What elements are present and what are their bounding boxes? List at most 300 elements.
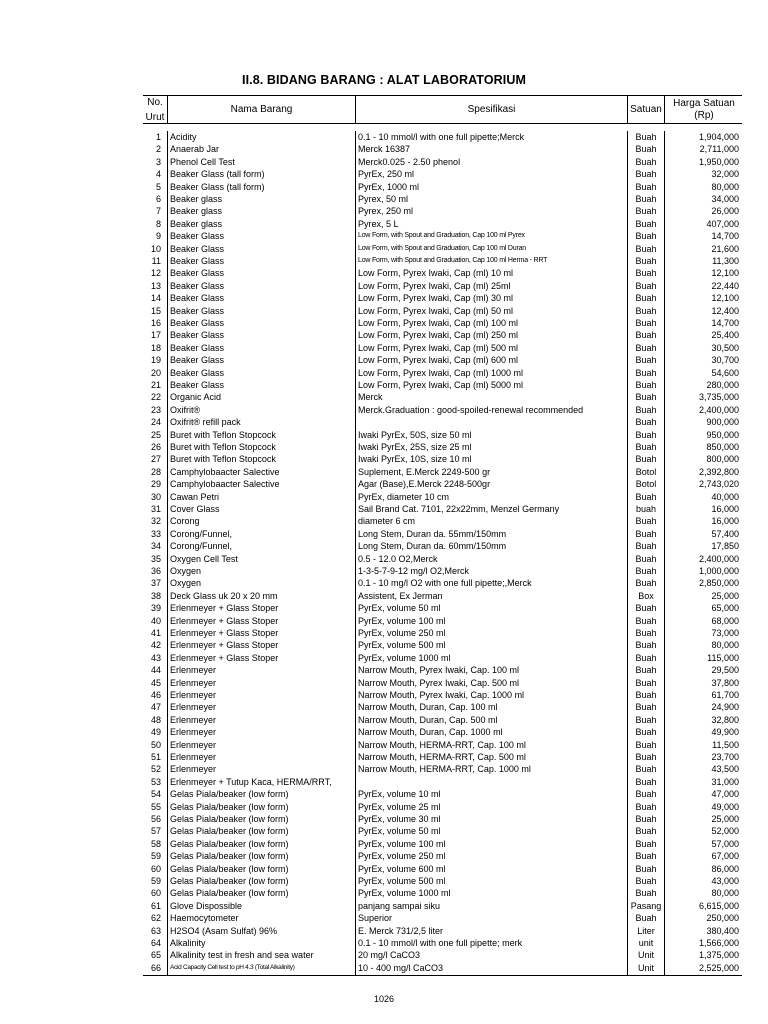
item-name: Buret with Teflon Stopcock — [170, 454, 276, 465]
item-unit: Buah — [635, 243, 657, 254]
row-number: 50 — [150, 739, 161, 750]
item-spec: 0.5 - 12.0 O2,Merck — [358, 553, 438, 564]
row-number: 41 — [150, 628, 161, 638]
item-name: Gelas Piala/beaker (low form) — [170, 876, 289, 886]
item-unit: Buah — [635, 342, 657, 353]
row-number: 31 — [150, 504, 161, 514]
table-row — [143, 168, 742, 180]
item-spec: PyrEx, volume 30 ml — [358, 814, 441, 824]
row-number: 59 — [150, 851, 161, 862]
table-bottom-border — [143, 975, 742, 976]
item-name: Beaker Glass (tall form) — [170, 169, 265, 180]
item-spec: PyrEx, volume 250 ml — [358, 851, 446, 862]
item-spec: Low Form, Pyrex Iwaki, Cap (ml) 1000 ml — [358, 367, 524, 378]
table-row — [143, 466, 742, 478]
row-number: 33 — [150, 528, 161, 539]
table-row — [143, 367, 742, 379]
table-row — [143, 887, 742, 899]
row-number: 4 — [155, 169, 161, 180]
table-row — [143, 243, 742, 255]
item-unit: Buah — [635, 169, 657, 180]
table-row — [143, 714, 742, 726]
item-price: 57,000 — [711, 838, 739, 849]
item-spec: Low Form, with Spout and Graduation, Cap 100 ml Duran — [358, 244, 526, 252]
item-price: 43,000 — [711, 876, 739, 886]
row-number: 14 — [150, 293, 161, 304]
item-name: Erlenmeyer — [170, 665, 217, 676]
table-row — [143, 602, 742, 614]
item-unit: Buah — [635, 380, 657, 390]
item-spec: Agar (Base),E.Merck 2248-500gr — [358, 479, 491, 490]
item-price: 65,000 — [711, 603, 739, 614]
row-number: 17 — [150, 330, 161, 341]
item-name: Erlenmeyer — [170, 727, 217, 738]
item-price: 14,700 — [711, 231, 739, 242]
item-unit: Buah — [635, 789, 657, 800]
col-header-price: Harga Satuan (Rp) — [664, 96, 742, 123]
item-name: Oxygen — [170, 566, 202, 576]
item-spec: Low Form, Pyrex Iwaki, Cap (ml) 50 ml — [358, 305, 514, 316]
item-spec: Low Form, Pyrex Iwaki, Cap (ml) 600 ml — [358, 355, 519, 366]
row-number: 6 — [155, 194, 161, 204]
item-name: Beaker Glass — [170, 280, 225, 291]
item-price: 49,000 — [711, 801, 739, 812]
item-name: Beaker Glass (tall form) — [170, 181, 265, 192]
item-name: Cover Glass — [170, 504, 220, 514]
item-unit: Buah — [635, 305, 657, 316]
item-spec: PyrEx, volume 50 ml — [358, 603, 441, 614]
item-name: Oxygen Cell Test — [170, 553, 238, 564]
item-price: 22,440 — [711, 280, 739, 291]
table-row — [143, 404, 742, 416]
item-unit: Botol — [635, 466, 657, 477]
item-name: Alkalinity — [170, 938, 206, 948]
table-row — [143, 639, 742, 651]
table-row — [143, 131, 742, 143]
item-unit: Buah — [635, 404, 657, 415]
table-row — [143, 255, 742, 267]
item-spec: PyrEx, volume 100 ml — [358, 615, 446, 626]
row-number: 45 — [150, 677, 161, 688]
row-number: 66 — [150, 962, 161, 973]
table-row — [143, 677, 742, 689]
item-unit: Buah — [635, 752, 657, 762]
row-number: 11 — [151, 256, 161, 266]
item-unit: Buah — [635, 714, 657, 725]
item-unit: Buah — [635, 727, 657, 738]
item-unit: Buah — [635, 603, 657, 614]
item-spec: Narrow Mouth, Pyrex Iwaki, Cap. 100 ml — [358, 665, 520, 676]
item-unit: Buah — [635, 417, 657, 428]
row-number: 1 — [155, 132, 161, 142]
item-name: Buret with Teflon Stopcock — [170, 429, 276, 440]
item-spec: Low Form, with Spout and Graduation, Cap 100 ml Herma - RRT — [358, 257, 548, 264]
item-name: Alkalinity test in fresh and sea water — [170, 950, 314, 961]
item-spec: Narrow Mouth, Pyrex Iwaki, Cap. 500 ml — [358, 677, 520, 688]
item-name: Gelas Piala/beaker (low form) — [170, 826, 289, 837]
row-number: 26 — [150, 442, 161, 452]
item-price: 32,800 — [711, 714, 739, 725]
item-unit: Buah — [635, 491, 657, 502]
item-price: 25,000 — [711, 814, 739, 824]
item-unit: Buah — [635, 801, 657, 812]
row-number: 48 — [150, 714, 161, 725]
item-unit: Buah — [635, 876, 657, 886]
table-row — [143, 689, 742, 701]
item-name: Buret with Teflon Stopcock — [170, 442, 276, 452]
item-unit: Buah — [635, 863, 657, 874]
table-row — [143, 652, 742, 664]
item-price: 37,800 — [711, 677, 739, 688]
item-price: 250,000 — [706, 913, 739, 924]
item-unit: Buah — [635, 156, 657, 167]
item-price: 17,850 — [711, 541, 739, 552]
item-spec: Narrow Mouth, HERMA-RRT, Cap. 500 ml — [358, 752, 526, 762]
item-name: Oxygen — [170, 578, 202, 589]
item-spec: Low Form, Pyrex Iwaki, Cap (ml) 25ml — [358, 280, 511, 291]
row-number: 32 — [150, 516, 161, 527]
item-unit: unit — [638, 938, 654, 948]
row-number: 27 — [150, 454, 161, 465]
item-unit: Buah — [635, 640, 657, 651]
item-price: 80,000 — [711, 888, 739, 899]
item-price: 2,525,000 — [698, 962, 739, 973]
item-price: 26,000 — [711, 206, 739, 217]
row-number: 21 — [150, 380, 161, 390]
row-number: 9 — [155, 231, 161, 242]
table-row — [143, 788, 742, 800]
item-price: 52,000 — [711, 826, 739, 837]
item-spec: PyrEx, volume 10 ml — [358, 789, 441, 800]
item-price: 25,400 — [711, 330, 739, 341]
item-name: Erlenmeyer + Glass Stoper — [170, 640, 279, 651]
item-name: Beaker glass — [170, 206, 223, 217]
row-number: 19 — [150, 355, 161, 366]
table-row — [143, 515, 742, 527]
item-price: 54,600 — [711, 367, 739, 378]
item-price: 115,000 — [707, 652, 739, 663]
item-unit: Buah — [635, 355, 657, 366]
item-name: Erlenmeyer — [170, 677, 217, 688]
item-price: 40,000 — [711, 491, 739, 502]
item-unit: Liter — [637, 925, 655, 936]
item-unit: Unit — [637, 962, 654, 973]
row-number: 58 — [150, 838, 161, 849]
table-row — [143, 751, 742, 763]
item-spec: Sail Brand Cat. 7101, 22x22mm, Menzel Germany — [358, 504, 560, 514]
item-spec: E. Merck 731/2,5 liter — [358, 925, 444, 936]
item-name: Erlenmeyer + Glass Stoper — [170, 652, 279, 663]
item-name: Erlenmeyer + Glass Stoper — [170, 628, 279, 638]
item-price: 73,000 — [711, 628, 739, 638]
item-price: 34,000 — [711, 194, 739, 204]
item-spec: PyrEx, 250 ml — [358, 169, 415, 180]
table-row — [143, 590, 742, 602]
table-row — [143, 875, 742, 887]
item-spec: Narrow Mouth, HERMA-RRT, Cap. 1000 ml — [358, 764, 531, 775]
row-number: 22 — [150, 392, 161, 403]
row-number: 12 — [150, 268, 161, 279]
row-number: 28 — [150, 466, 161, 477]
row-number: 3 — [155, 156, 161, 167]
row-number: 36 — [150, 566, 161, 576]
item-price: 950,000 — [706, 429, 739, 440]
item-spec: PyrEx, 1000 ml — [358, 181, 420, 192]
item-price: 30,700 — [711, 355, 739, 366]
row-number: 7 — [155, 206, 161, 217]
row-number: 35 — [150, 553, 161, 564]
row-number: 23 — [150, 404, 161, 415]
item-unit: Pasang — [630, 900, 662, 911]
row-number: 56 — [150, 814, 161, 824]
table-row — [143, 491, 742, 503]
item-unit: Buah — [635, 764, 657, 775]
row-number: 39 — [150, 603, 161, 614]
table-row — [143, 305, 742, 317]
item-unit: Buah — [635, 218, 657, 229]
item-price: 12,400 — [711, 305, 739, 316]
item-spec: Iwaki PyrEx, 10S, size 10 ml — [358, 454, 472, 465]
col-header-spec: Spesifikasi — [355, 96, 627, 123]
item-price: 68,000 — [711, 615, 739, 626]
table-row — [143, 354, 742, 366]
row-number: 59 — [150, 876, 161, 886]
item-name: Beaker Glass — [170, 293, 225, 304]
item-spec: Long Stem, Duran da. 55mm/150mm — [358, 528, 507, 539]
row-number: 18 — [150, 342, 161, 353]
table-row — [143, 453, 742, 465]
item-unit: Buah — [635, 553, 657, 564]
row-number: 5 — [155, 181, 161, 192]
item-price: 850,000 — [706, 442, 739, 452]
item-spec: PyrEx, volume 100 ml — [358, 838, 446, 849]
item-unit: Buah — [635, 206, 657, 217]
table-row — [143, 739, 742, 751]
item-name: Beaker Glass — [170, 256, 225, 266]
item-name: H2SO4 (Asam Sulfat) 96% — [170, 925, 278, 936]
row-number: 15 — [150, 305, 161, 316]
row-number: 34 — [150, 541, 161, 552]
row-number: 49 — [150, 727, 161, 738]
item-name: Erlenmeyer — [170, 714, 217, 725]
table-row — [143, 478, 742, 490]
item-unit: Buah — [635, 181, 657, 192]
item-spec: 0.1 - 10 mg/l O2 with one full pipette;,Merck — [358, 578, 532, 589]
item-unit: Buah — [635, 194, 657, 204]
table-row — [143, 850, 742, 862]
item-unit: Buah — [635, 677, 657, 688]
col-header-unit: Satuan — [627, 96, 664, 123]
table-row — [143, 701, 742, 713]
item-price: 49,900 — [711, 727, 739, 738]
item-spec: Narrow Mouth, Duran, Cap. 1000 ml — [358, 727, 503, 738]
item-name: Beaker glass — [170, 194, 223, 204]
item-unit: Buah — [635, 392, 657, 403]
item-unit: Buah — [635, 318, 657, 328]
item-price: 11,300 — [712, 256, 739, 266]
table-row — [143, 813, 742, 825]
item-name: Oxifrit® — [170, 404, 201, 415]
item-spec: Merck.Graduation : good-spoiled-renewal recommended — [358, 404, 584, 415]
item-name: Gelas Piala/beaker (low form) — [170, 838, 289, 849]
item-price: 1,375,000 — [698, 950, 739, 961]
item-spec: PyrEx, volume 1000 ml — [358, 652, 451, 663]
row-number: 43 — [150, 652, 161, 663]
item-price: 1,000,000 — [698, 566, 739, 576]
item-spec: Low Form, Pyrex Iwaki, Cap (ml) 30 ml — [358, 293, 514, 304]
row-number: 37 — [150, 578, 161, 589]
item-name: Corong/Funnel, — [170, 528, 233, 539]
row-number: 46 — [150, 690, 161, 700]
table-row — [143, 205, 742, 217]
table-row — [143, 627, 742, 639]
row-number: 60 — [150, 888, 161, 899]
item-spec: Narrow Mouth, Duran, Cap. 100 ml — [358, 702, 498, 713]
row-number: 40 — [150, 615, 161, 626]
table-row — [143, 664, 742, 676]
item-spec: 1-3-5-7-9-12 mg/l O2,Merck — [358, 566, 470, 576]
item-unit: Buah — [635, 566, 657, 576]
item-price: 1,950,000 — [698, 156, 739, 167]
item-unit: Buah — [635, 578, 657, 589]
row-number: 16 — [150, 318, 161, 328]
item-unit: Buah — [635, 516, 657, 527]
row-number: 38 — [150, 590, 161, 601]
table-row — [143, 801, 742, 813]
row-number: 8 — [155, 218, 161, 229]
item-price: 1,904,000 — [698, 132, 739, 142]
item-unit: Buah — [635, 652, 657, 663]
item-price: 2,400,000 — [698, 404, 739, 415]
item-name: Beaker Glass — [170, 330, 225, 341]
table-row — [143, 838, 742, 850]
item-name: Corong/Funnel, — [170, 541, 233, 552]
item-name: Cawan Petri — [170, 491, 220, 502]
item-name: Beaker Glass — [170, 268, 225, 279]
item-spec: Narrow Mouth, Duran, Cap. 500 ml — [358, 714, 498, 725]
table-row — [143, 292, 742, 304]
item-spec: Narrow Mouth, HERMA-RRT, Cap. 100 ml — [358, 739, 526, 750]
item-unit: Buah — [635, 665, 657, 676]
item-name: Beaker glass — [170, 218, 223, 229]
item-unit: Buah — [635, 330, 657, 341]
item-unit: Buah — [635, 739, 657, 750]
item-unit: Buah — [635, 280, 657, 291]
item-unit: Buah — [635, 628, 657, 638]
row-number: 52 — [150, 764, 161, 775]
item-spec: 20 mg/l CaCO3 — [358, 950, 421, 961]
table-row — [143, 776, 742, 788]
item-spec: PyrEx, volume 250 ml — [358, 628, 446, 638]
item-name: Haemocytometer — [170, 913, 239, 924]
table-row — [143, 218, 742, 230]
table-row — [143, 181, 742, 193]
row-number: 55 — [150, 801, 161, 812]
item-price: 16,000 — [711, 516, 739, 527]
item-name: Erlenmeyer + Tutup Kaca, HERMA/RRT, — [170, 776, 332, 787]
item-spec: Merck0.025 - 2.50 phenol — [358, 156, 461, 167]
item-unit: Buah — [635, 913, 657, 924]
item-spec: Iwaki PyrEx, 50S, size 50 ml — [358, 429, 472, 440]
item-spec: 10 - 400 mg/l CaCO3 — [358, 962, 444, 973]
item-name: Beaker Glass — [170, 305, 225, 316]
item-price: 86,000 — [711, 863, 739, 874]
item-price: 2,711,000 — [699, 144, 739, 155]
item-price: 43,500 — [711, 764, 739, 775]
table-row — [143, 925, 742, 937]
row-number: 25 — [150, 429, 161, 440]
item-unit: Buah — [635, 702, 657, 713]
item-spec: Low Form, Pyrex Iwaki, Cap (ml) 100 ml — [358, 318, 519, 328]
item-price: 47,000 — [711, 789, 739, 800]
item-spec: Pyrex, 250 ml — [358, 206, 414, 217]
table-row — [143, 726, 742, 738]
item-name: Erlenmeyer — [170, 702, 217, 713]
row-number: 63 — [150, 925, 161, 936]
item-name: Erlenmeyer + Glass Stoper — [170, 603, 279, 614]
item-price: 2,400,000 — [698, 553, 739, 564]
table-row — [143, 230, 742, 242]
table-row — [143, 912, 742, 924]
item-name: Gelas Piala/beaker (low form) — [170, 863, 289, 874]
item-price: 6,615,000 — [698, 900, 739, 911]
item-unit: Unit — [637, 950, 654, 961]
table-row — [143, 280, 742, 292]
item-price: 380,400 — [706, 925, 739, 936]
item-unit: Buah — [635, 144, 657, 155]
item-price: 32,000 — [711, 169, 739, 180]
row-number: 13 — [150, 280, 161, 291]
item-name: Erlenmeyer — [170, 752, 217, 762]
table-row — [143, 825, 742, 837]
row-number: 51 — [150, 752, 161, 762]
item-price: 21,600 — [711, 243, 739, 254]
table-row — [143, 441, 742, 453]
item-spec: panjang sampai siku — [358, 900, 441, 911]
row-number: 61 — [150, 900, 161, 911]
item-spec: Pyrex, 5 L — [358, 218, 399, 229]
item-spec: PyrEx, volume 50 ml — [358, 826, 441, 837]
table-row — [143, 949, 742, 961]
item-name: Oxifrit® refill pack — [170, 417, 241, 428]
item-spec: 0.1 - 10 mmol/l with one full pipette; merk — [358, 938, 523, 948]
item-name: Gelas Piala/beaker (low form) — [170, 789, 289, 800]
item-unit: Buah — [635, 429, 657, 440]
table-row — [143, 528, 742, 540]
item-spec: Low Form, Pyrex Iwaki, Cap (ml) 5000 ml — [358, 380, 524, 390]
item-price: 900,000 — [706, 417, 739, 428]
item-price: 14,700 — [711, 318, 739, 328]
table-row — [143, 416, 742, 428]
item-price: 16,000 — [711, 504, 739, 514]
item-name: Gelas Piala/beaker (low form) — [170, 888, 289, 899]
item-price: 31,000 — [711, 776, 739, 787]
item-price: 30,500 — [711, 342, 739, 353]
table-row — [143, 143, 742, 155]
item-name: Acidity — [170, 132, 197, 142]
item-price: 12,100 — [711, 293, 739, 304]
item-spec: Low Form, Pyrex Iwaki, Cap (ml) 500 ml — [358, 342, 519, 353]
item-price: 23,700 — [711, 752, 739, 762]
item-name: Camphylobaacter Salective — [170, 466, 280, 477]
item-name: Corong — [170, 516, 200, 527]
item-unit: Buah — [635, 838, 657, 849]
item-spec: PyrEx, volume 25 ml — [358, 801, 441, 812]
table-row — [143, 900, 742, 912]
item-price: 24,900 — [711, 702, 739, 713]
item-name: Erlenmeyer — [170, 690, 217, 700]
row-number: 53 — [150, 776, 161, 787]
